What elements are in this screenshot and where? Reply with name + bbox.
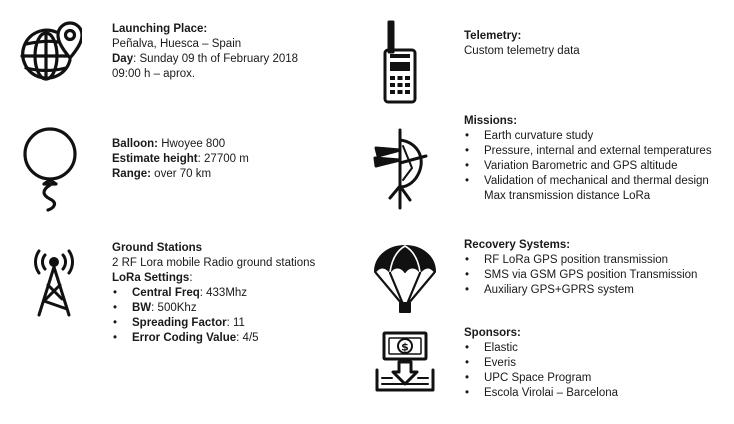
list-item: • Validation of mechanical and thermal design [464,174,712,189]
balloon-info [112,137,249,182]
list-item: • Pressure, internal and external temperatures [464,144,712,159]
list-item: • UPC Space Program [464,371,618,386]
ground-stations-info [112,241,315,346]
missions-title: Missions: [464,115,518,127]
recovery-list [464,253,697,298]
list-item: • SMS via GSM GPS position Transmission [464,268,697,283]
launch-time: 09:00 h – aprox. [112,68,196,80]
missions-info [464,114,712,204]
list-item: • Central Freq: 433Mhz [112,286,315,301]
recovery-info [464,238,697,298]
balloon-height: Estimate height: 27700 m [112,153,249,165]
lora-settings-list [112,286,315,346]
sponsors-list [464,341,618,401]
list-item: • Auxiliary GPS+GPRS system [464,283,697,298]
svg-text:$: $ [401,340,409,354]
balloon-range: Range: over 70 km [112,168,212,180]
sponsors-title: Sponsors: [464,327,521,339]
antenna-tower-icon [30,245,78,319]
telemetry-info [464,29,580,59]
missions-continuation: Max transmission distance LoRa [484,190,651,202]
ground-title: Ground Stations [112,242,203,254]
list-item: • Variation Barometric and GPS altitude [464,159,712,174]
list-item: • Earth curvature study [464,129,712,144]
list-item: • Error Coding Value: 4/5 [112,331,315,346]
launch-place: Peñalva, Huesca – Spain [112,38,242,50]
lora-settings-label: LoRa Settings: [112,272,193,284]
ground-desc: 2 RF Lora mobile Radio ground stations [112,257,316,269]
list-item: • Elastic [464,341,618,356]
sponsors-info [464,326,618,401]
balloon-icon [20,124,80,214]
list-item: • RF LoRa GPS position transmission [464,253,697,268]
list-item: • Spreading Factor: 11 [112,316,315,331]
list-item: • BW: 500Khz [112,301,315,316]
launch-title: Launching Place: [112,23,208,35]
telemetry-desc: Custom telemetry data [464,45,580,57]
list-item: • Escola Virolai – Barcelona [464,386,618,401]
recovery-title: Recovery Systems: [464,239,571,251]
money-bill-icon [372,330,438,394]
list-item: • Everis [464,356,618,371]
satellite-dish-icon [372,128,432,212]
missions-list [464,129,712,189]
launch-info [112,22,298,82]
parachute-icon [372,244,438,314]
globe-location-icon [16,18,82,84]
walkie-talkie-icon [382,20,418,106]
balloon-model: Balloon: Hwoyee 800 [112,138,226,150]
launch-day: Day: Sunday 09 th of February 2018 [112,53,299,65]
telemetry-title: Telemetry: [464,30,522,42]
